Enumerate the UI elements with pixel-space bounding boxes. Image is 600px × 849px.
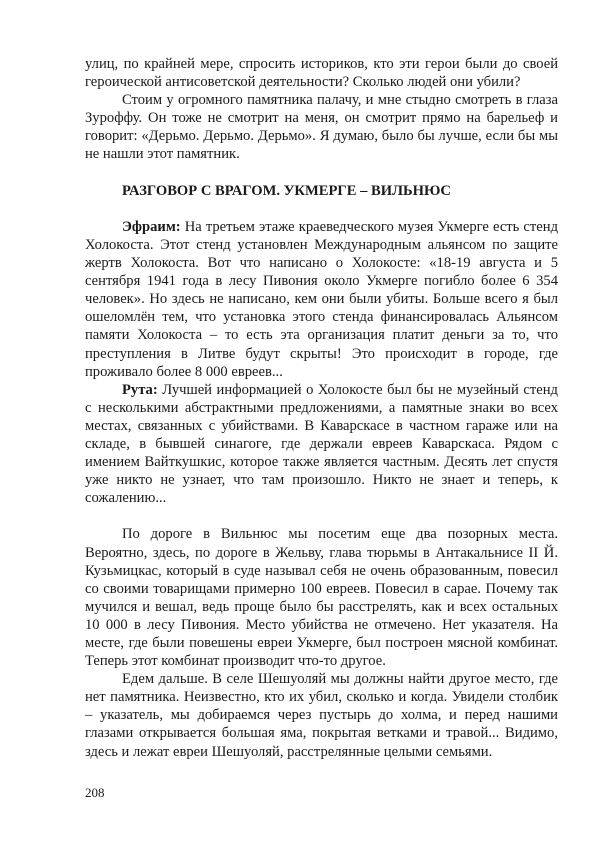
paragraph-monument: Стоим у огромного памятника палачу, и мне стыдно смотреть в глаза Зуроффу. Он тоже не смотрит на меня, он смотрит прямо на барельеф и говорит: «Дерьмо. Дерьмо. Дерьмо». Я думаю, было бы лучше, если бы мы не нашли этот памятник. xyxy=(85,92,558,163)
blank-line xyxy=(85,507,558,525)
page-number: 208 xyxy=(85,785,105,800)
dialogue-text: На третьем этаже краеведческого музея Укмерге есть стенд Холокоста. Этот стенд установлен Международным альянсом по защите жертв Холокоста. Вот что написано о Холокосте: «18-19 августа и 5 сентября 1941 года в лесу Пивония около Укмерге погибло более 6 354 человек». Но здесь не написано, кем они были убиты. Больше всего я был ошеломлён тем, что установка этого стенда финансировалась Альянсом памяти Холокоста – то есть эта организация платит деньги за то, что преступления в Литве будут скрыты! Это происходит в городе, где проживало более 8 000 евреев... xyxy=(85,218,558,380)
paragraph-continuation: улиц, по крайней мере, спросить историков, кто эти герои были до своей героической антисоветской деятельности? Сколько людей они убили? xyxy=(85,56,558,91)
document-page xyxy=(85,55,558,761)
dialogue-efraim xyxy=(85,218,558,381)
blank-line xyxy=(85,164,558,182)
blank-line xyxy=(85,200,558,218)
paragraph-sesuoliai: Едем дальше. В селе Шешуоляй мы должны найти другое место, где нет памятника. Неизвестно, кто их убил, сколько и когда. Увидели столбик – указатель, мы добираемся через пустырь до холма, и перед нашими глазами открывается большая яма, покрытая ветками и травой... Видимо, здесь и лежат евреи Шешуоляй, расстрелянные целыми семьями. xyxy=(85,671,558,760)
speaker-label: Эфраим: xyxy=(122,218,181,235)
dialogue-text: Лучшей информацией о Холокосте был бы не музейный стенд с несколькими абстрактными предложениями, а памятные знаки во всех местах, связанных с убийствами. В Каварскасе в частном гараже или на складе, в бывшей синагоге, где держали евреев Каварскаса. Рядом с имением Вайткушкис, которое также является частным. Десять лет спустя уже никто не узнает, что там произошло. Никто не знает и теперь, к сожалению... xyxy=(85,381,558,507)
dialogue-ruta xyxy=(85,381,558,508)
paragraph-road-to-vilnius: По дороге в Вильнюс мы посетим еще два позорных места. Вероятно, здесь, по дороге в Жельву, глава тюрьмы в Антакальнисе II Й. Кузьмицкас, который в суде называл себя не очень образованным, повесил со своими товарищами примерно 100 евреев. Повесил в сарае. Почему так мучился и вешал, ведь проще было бы расстрелять, как и всех остальных 10 000 в лесу Пивония. Место убийства не отмечено. Нет указателя. На месте, где были повешены евреи Укмерге, был построен мясной комбинат. Теперь этот комбинат производит что-то другое. xyxy=(85,526,558,670)
section-heading: РАЗГОВОР С ВРАГОМ. УКМЕРГЕ – ВИЛЬНЮС xyxy=(122,182,451,199)
speaker-label: Рута: xyxy=(122,381,158,398)
